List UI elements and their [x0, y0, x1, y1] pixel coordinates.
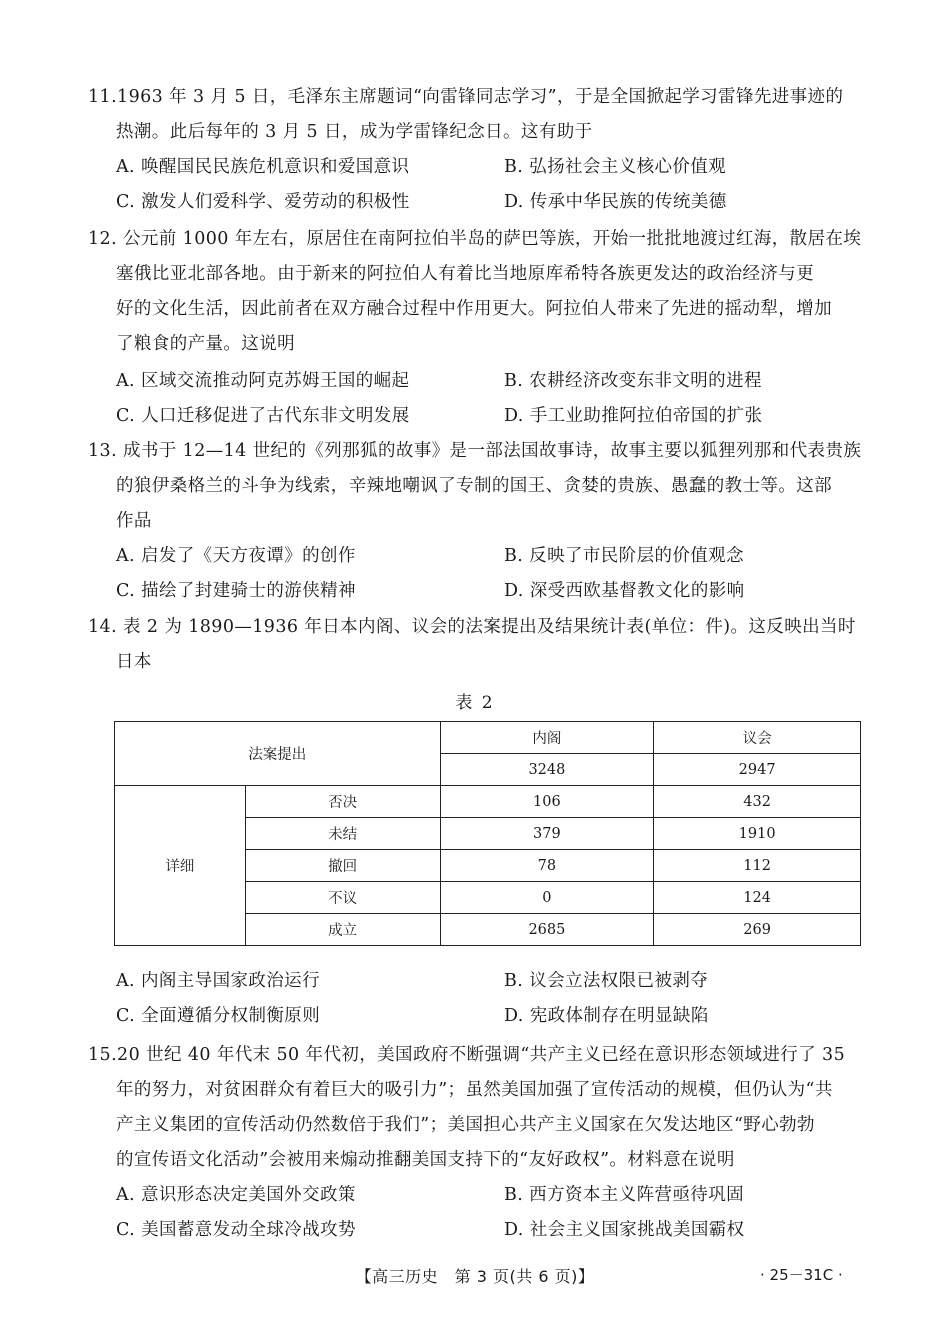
option-c: C. 激发人们爱科学、爱劳动的积极性 [116, 192, 410, 212]
option-d: D. 深受西欧基督教文化的影响 [504, 581, 745, 601]
bill-statistics-table [114, 721, 861, 946]
stem-line: 的狼伊桑格兰的斗争为线索，辛辣地嘲讽了专制的国王、贪婪的贵族、愚蠢的教士等。这部 [116, 476, 832, 496]
question-13-options [116, 539, 876, 609]
cell-value: 379 [440, 818, 654, 850]
stem-line: 11.1963 年 3 月 5 日，毛泽东主席题词“向雷锋同志学习”，于是全国掀起学习雷锋先进事迹的 [88, 87, 844, 107]
column-header-cabinet: 内阁 [440, 722, 654, 754]
cell-value: 0 [440, 882, 654, 914]
table-row [115, 786, 861, 818]
option-d: D. 传承中华民族的传统美德 [504, 192, 727, 212]
group-label-cell: 详细 [115, 786, 246, 946]
option-b: B. 西方资本主义阵营亟待巩固 [504, 1185, 744, 1205]
option-c: C. 全面遵循分权制衡原则 [116, 1006, 321, 1026]
question-11-stem [88, 80, 868, 150]
stem-line: 热潮。此后每年的 3 月 5 日，成为学雷锋纪念日。这有助于 [116, 122, 593, 142]
question-12-options [116, 364, 876, 434]
option-b: B. 反映了市民阶层的价值观念 [504, 546, 744, 566]
cell-value: 1910 [654, 818, 861, 850]
option-a: A. 内阁主导国家政治运行 [116, 971, 320, 991]
option-a: A. 区域交流推动阿克苏姆王国的崛起 [116, 371, 410, 391]
option-a: A. 启发了《天方夜谭》的创作 [116, 546, 356, 566]
table-caption: 表 2 [455, 693, 495, 713]
row-label: 否决 [245, 786, 440, 818]
stem-line: 了粮食的产量。这说明 [116, 334, 295, 354]
option-c: C. 描绘了封建骑士的游侠精神 [116, 581, 356, 601]
row-label: 成立 [245, 914, 440, 946]
question-12-stem [88, 222, 868, 362]
column-header-diet: 议会 [654, 722, 861, 754]
question-14-stem [88, 610, 868, 680]
stem-line: 的宣传语文化活动”会被用来煽动推翻美国支持下的“友好政权”。材料意在说明 [116, 1150, 735, 1170]
stem-line: 13. 成书于 12—14 世纪的《列那狐的故事》是一部法国故事诗，故事主要以狐狸列那和代表贵族 [88, 441, 862, 461]
cell-value: 78 [440, 850, 654, 882]
option-b: B. 弘扬社会主义核心价值观 [504, 157, 727, 177]
option-a: A. 唤醒国民民族危机意识和爱国意识 [116, 157, 410, 177]
option-c: C. 美国蓄意发动全球冷战攻势 [116, 1220, 356, 1240]
question-11-options [116, 150, 876, 220]
total-cabinet: 3248 [440, 754, 654, 786]
exam-code: · 25－31C · [760, 1266, 843, 1284]
option-d: D. 宪政体制存在明显缺陷 [504, 1006, 709, 1026]
stem-line: 15.20 世纪 40 年代末 50 年代初，美国政府不断强调“共产主义已经在意识形态领域进行了 35 [88, 1045, 846, 1065]
option-b: B. 农耕经济改变东非文明的进程 [504, 371, 762, 391]
question-15-stem [88, 1038, 868, 1178]
table-header-row [115, 722, 861, 754]
question-13-stem [88, 434, 868, 539]
cell-value: 2685 [440, 914, 654, 946]
stem-line: 好的文化生活，因此前者在双方融合过程中作用更大。阿拉伯人带来了先进的摇动犁，增加 [116, 299, 832, 319]
stem-line: 作品 [116, 511, 152, 531]
stem-line: 12. 公元前 1000 年左右，原居住在南阿拉伯半岛的萨巴等族，开始一批批地渡过红海，散居在埃 [88, 229, 862, 249]
option-a: A. 意识形态决定美国外交政策 [116, 1185, 356, 1205]
stem-line: 产主义集团的宣传活动仍然数倍于我们”；美国担心共产主义国家在欠发达地区“野心勃勃 [116, 1115, 815, 1135]
question-14-options [116, 964, 876, 1034]
cell-value: 124 [654, 882, 861, 914]
row-label: 未结 [245, 818, 440, 850]
cell-value: 112 [654, 850, 861, 882]
cell-value: 106 [440, 786, 654, 818]
stem-line: 年的努力，对贫困群众有着巨大的吸引力”；虽然美国加强了宣传活动的规模，但仍认为“共 [116, 1080, 833, 1100]
option-d: D. 社会主义国家挑战美国霸权 [504, 1220, 745, 1240]
stem-line: 日本 [116, 652, 152, 672]
option-b: B. 议会立法权限已被剥夺 [504, 971, 709, 991]
cell-value: 269 [654, 914, 861, 946]
page-footer: 【高三历史 第 3 页(共 6 页)】 [355, 1267, 595, 1286]
option-d: D. 手工业助推阿拉伯帝国的扩张 [504, 406, 763, 426]
row-label: 不议 [245, 882, 440, 914]
row-label: 撤回 [245, 850, 440, 882]
cell-value: 432 [654, 786, 861, 818]
question-15-options [116, 1178, 876, 1248]
header-label-cell: 法案提出 [115, 722, 441, 786]
stem-line: 14. 表 2 为 1890—1936 年日本内阁、议会的法案提出及结果统计表(单位：件)。这反映出当时 [88, 617, 856, 637]
option-c: C. 人口迁移促进了古代东非文明发展 [116, 406, 410, 426]
stem-line: 塞俄比亚北部各地。由于新来的阿拉伯人有着比当地原库希特各族更发达的政治经济与更 [116, 264, 815, 284]
total-diet: 2947 [654, 754, 861, 786]
